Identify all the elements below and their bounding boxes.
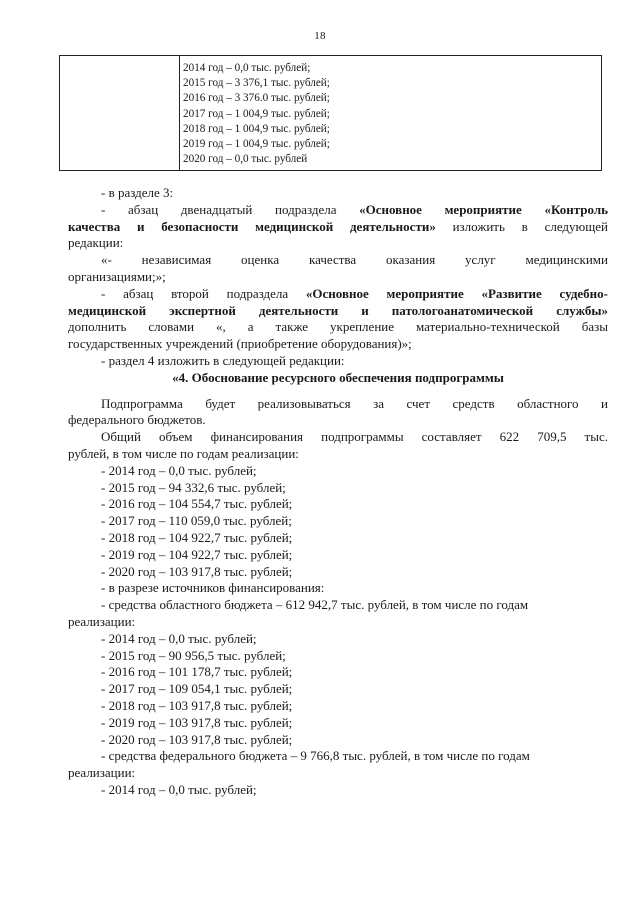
document-body bbox=[68, 185, 608, 799]
year-line: - 2020 год – 103 917,8 тыс. рублей; bbox=[101, 563, 293, 579]
text-line: реализации: bbox=[68, 765, 136, 781]
table-years-cell bbox=[180, 56, 601, 170]
text-line: федерального бюджетов. bbox=[68, 412, 206, 428]
table-line: 2016 год – 3 376.0 тыс. рублей; bbox=[183, 92, 330, 105]
year-line: - 2014 год – 0,0 тыс. рублей; bbox=[101, 630, 257, 646]
text-line: реализации: bbox=[68, 613, 136, 629]
year-line: - 2015 год – 94 332,6 тыс. рублей; bbox=[101, 479, 286, 495]
table-line: 2015 год – 3 376,1 тыс. рублей; bbox=[183, 77, 330, 90]
text-fragment: - абзац двенадцатый подраздела bbox=[101, 201, 360, 217]
table-line: 2017 год – 1 004,9 тыс. рублей; bbox=[183, 107, 330, 120]
text-line: дополнить словами «, а также укрепление материально-технической базы bbox=[68, 319, 608, 335]
text-line: рублей, в том числе по годам реализации: bbox=[68, 445, 299, 461]
year-line: - 2019 год – 103 917,8 тыс. рублей; bbox=[101, 714, 293, 730]
year-line: - 2018 год – 104 922,7 тыс. рублей; bbox=[101, 529, 293, 545]
text-line: редакции: bbox=[68, 235, 124, 251]
bold-fragment: «Основное мероприятие «Развитие судебно- bbox=[305, 285, 608, 301]
text-line: - в разделе 3: bbox=[101, 185, 174, 200]
text-fragment: - абзац второй подраздела bbox=[101, 285, 306, 301]
year-line: - 2016 год – 104 554,7 тыс. рублей; bbox=[101, 496, 293, 512]
page-number: 18 bbox=[314, 30, 326, 42]
text-line: государственных учреждений (приобретение оборудования)»; bbox=[68, 336, 412, 352]
text-line: - средства федерального бюджета – 9 766,8 тыс. рублей, в том числе по годам bbox=[101, 748, 530, 764]
section-heading: «4. Обоснование ресурсного обеспечения подпрограммы bbox=[172, 369, 504, 385]
year-line: - 2015 год – 90 956,5 тыс. рублей; bbox=[101, 647, 286, 663]
text-line bbox=[68, 202, 608, 219]
table-empty-cell bbox=[60, 56, 180, 170]
year-line: - 2017 год – 110 059,0 тыс. рублей; bbox=[101, 513, 292, 529]
year-line: - 2014 год – 0,0 тыс. рублей; bbox=[101, 462, 257, 478]
bold-fragment: «Основное мероприятие «Контроль bbox=[359, 201, 608, 217]
text-line: Подпрограмма будет реализовываться за счет средств областного и bbox=[101, 395, 608, 411]
financing-table bbox=[59, 55, 602, 171]
bold-fragment: качества и безопасности медицинской деятельности» bbox=[68, 218, 436, 234]
text-line bbox=[68, 219, 608, 236]
table-line: 2014 год – 0,0 тыс. рублей; bbox=[183, 62, 311, 74]
table-line: 2020 год – 0,0 тыс. рублей bbox=[183, 153, 308, 166]
text-line: «- независимая оценка качества оказания услуг медицинскими bbox=[101, 252, 608, 268]
text-line bbox=[68, 286, 608, 303]
year-line: - 2020 год – 103 917,8 тыс. рублей; bbox=[101, 731, 293, 747]
table-line: 2019 год – 1 004,9 тыс. рублей; bbox=[183, 137, 330, 150]
text-line: - раздел 4 изложить в следующей редакции: bbox=[101, 352, 345, 368]
spacer bbox=[68, 387, 608, 396]
year-line: - 2014 год – 0,0 тыс. рублей; bbox=[101, 781, 257, 797]
year-line: - 2017 год – 109 054,1 тыс. рублей; bbox=[101, 681, 293, 697]
text-line: - в разрезе источников финансирования: bbox=[101, 580, 325, 596]
bold-line: медицинской экспертной деятельности и патологоанатомической службы» bbox=[68, 302, 608, 318]
text-fragment: изложить в следующей bbox=[435, 218, 608, 234]
text-line: - средства областного бюджета – 612 942,7 тыс. рублей, в том числе по годам bbox=[101, 597, 529, 613]
year-line: - 2016 год – 101 178,7 тыс. рублей; bbox=[101, 664, 293, 680]
table-line: 2018 год – 1 004,9 тыс. рублей; bbox=[183, 122, 330, 135]
text-line: Общий объем финансирования подпрограммы составляет 622 709,5 тыс. bbox=[101, 429, 608, 445]
text-line: организациями;»; bbox=[68, 268, 166, 284]
year-line: - 2019 год – 104 922,7 тыс. рублей; bbox=[101, 546, 293, 562]
year-line: - 2018 год – 103 917,8 тыс. рублей; bbox=[101, 697, 293, 713]
